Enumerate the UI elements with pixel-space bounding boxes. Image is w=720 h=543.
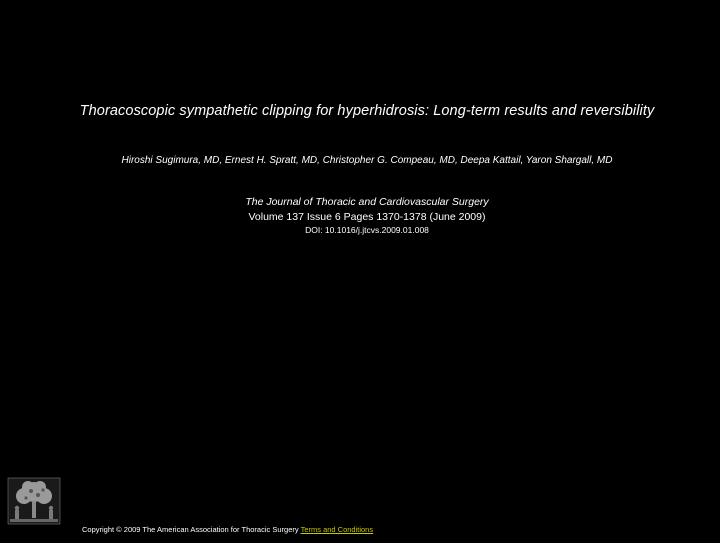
journal-name: The Journal of Thoracic and Cardiovascular Surgery (245, 196, 489, 208)
article-authors: Hiroshi Sugimura, MD, Ernest H. Spratt, MD, Christopher G. Compeau, MD, Deepa Kattail, Yaron Shargall, MD (121, 155, 613, 166)
journal-citation (0, 195, 720, 225)
journal-volume: Volume 137 Issue 6 Pages 1370-1378 (June 2009) (248, 211, 486, 223)
article-title: Thoracoscopic sympathetic clipping for hyperhidrosis: Long-term results and reversibility (79, 103, 655, 119)
elsevier-tree-logo-icon (6, 476, 62, 538)
article-doi: DOI: 10.1016/j.jtcvs.2009.01.008 (305, 225, 429, 235)
elsevier-logo-graphic (6, 476, 62, 538)
terms-and-conditions-link[interactable]: Terms and Conditions (300, 525, 374, 534)
footer-copyright (82, 525, 373, 534)
copyright-text: Copyright © 2009 The American Association for Thoracic Surgery (82, 525, 299, 534)
